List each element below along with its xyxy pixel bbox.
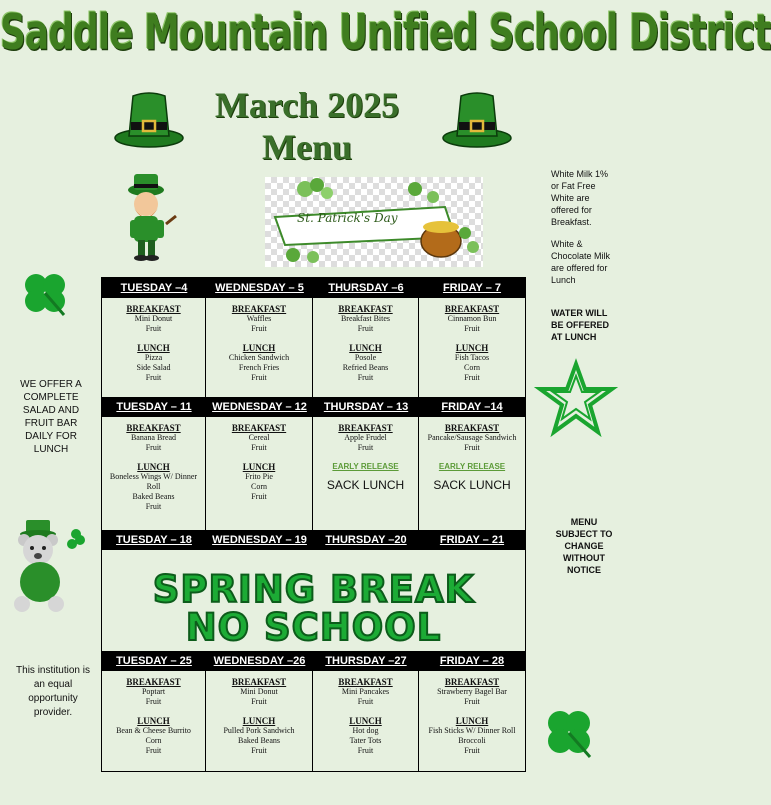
day-cell (419, 671, 525, 771)
menu-item: Side Salad (136, 363, 171, 372)
menu-item: Breakfast Bites (340, 314, 391, 323)
lunch-label: LUNCH (349, 343, 382, 353)
shamrock-icon (540, 703, 598, 761)
no-school-banner: NO SCHOOL (185, 606, 442, 649)
menu-item: Cinnamon Bun (447, 314, 497, 323)
day-header: TUESDAY – 25 (102, 651, 206, 671)
lunch-label: LUNCH (137, 462, 170, 472)
leprechaun-icon (112, 172, 182, 264)
breakfast-label: BREAKFAST (444, 677, 500, 687)
menu-item: Fruit (145, 746, 162, 755)
water-note: WATER WILL BE OFFERED AT LUNCH (551, 308, 610, 342)
menu-subject-note: MENU SUBJECT TO CHANGE WITHOUT NOTICE (555, 517, 613, 575)
menu-item: Hot dog (352, 726, 379, 735)
menu-item: Fruit (251, 443, 267, 452)
menu-item: Fruit (357, 443, 374, 452)
day-header: TUESDAY – 11 (102, 397, 206, 417)
day-header: WEDNESDAY – 19 (206, 530, 313, 550)
menu-item: Waffles (246, 314, 272, 323)
menu-item: Mini Pancakes (341, 687, 390, 696)
day-cell (206, 417, 313, 530)
breakfast-label: BREAKFAST (444, 423, 500, 433)
day-header: THURSDAY – 13 (313, 397, 419, 417)
menu-item: French Fries (238, 363, 280, 372)
menu-item: Fruit (464, 324, 480, 333)
breakfast-label: BREAKFAST (231, 423, 287, 433)
day-header: THURSDAY –20 (313, 530, 419, 550)
early-release-label: EARLY RELEASE (332, 462, 399, 471)
menu-item: Baked Beans (132, 492, 175, 501)
lunch-label: LUNCH (137, 716, 170, 726)
menu-item: Fruit (251, 746, 267, 755)
star-logo-icon (538, 360, 614, 436)
day-cell (313, 417, 419, 530)
breakfast-label: BREAKFAST (338, 423, 393, 433)
day-cell (102, 298, 206, 397)
breakfast-label: BREAKFAST (338, 304, 393, 314)
menu-item: Fruit (145, 697, 162, 706)
day-header: FRIDAY – 7 (419, 278, 525, 298)
day-header: TUESDAY –4 (102, 278, 206, 298)
teddy-bear-icon (10, 518, 86, 614)
day-header: FRIDAY – 28 (419, 651, 525, 671)
menu-item: Mini Donut (240, 687, 278, 696)
menu-item: Poptart (141, 687, 166, 696)
day-cell (206, 298, 313, 397)
lunch-label: LUNCH (455, 716, 489, 726)
menu-item: Corn (464, 363, 480, 372)
menu-item: Fruit (357, 697, 374, 706)
menu-item: Pulled Pork Sandwich (223, 726, 295, 735)
sack-lunch-label: SACK LUNCH (433, 478, 511, 492)
menu-item: Fruit (464, 697, 480, 706)
menu-item: Fruit (464, 373, 480, 382)
district-title: Saddle Mountain Unified School District (0, 6, 771, 62)
menu-item: Fruit (357, 324, 374, 333)
lunch-label: LUNCH (242, 716, 276, 726)
salad-bar-note: WE OFFER A COMPLETE SALAD AND FRUIT BAR DAILY FOR LUNCH (20, 379, 82, 455)
breakfast-label: BREAKFAST (126, 677, 181, 687)
day-header: WEDNESDAY –26 (206, 651, 313, 671)
menu-item: Mini Donut (134, 314, 173, 323)
st-patricks-day-banner (265, 177, 483, 267)
month-title: March 2025 (214, 85, 400, 125)
menu-item: Fish Tacos (454, 353, 490, 362)
menu-item: Pancake/Sausage Sandwich (427, 433, 517, 442)
menu-item: Fruit (145, 443, 162, 452)
menu-item: Strawberry Bagel Bar (437, 687, 507, 696)
breakfast-label: BREAKFAST (444, 304, 500, 314)
shamrock-icon (18, 265, 72, 319)
day-cell (102, 417, 206, 530)
menu-item: Pizza (144, 353, 163, 362)
menu-item: Fruit (251, 373, 267, 382)
day-cell (419, 417, 525, 530)
menu-item: Fruit (357, 373, 374, 382)
breakfast-label: BREAKFAST (126, 423, 181, 433)
menu-item: Fruit (145, 373, 162, 382)
day-cell (419, 298, 525, 397)
day-cell (102, 671, 206, 771)
day-cell (206, 671, 313, 771)
menu-item: Apple Frudel (344, 433, 387, 442)
lunch-label: LUNCH (242, 462, 276, 472)
menu-item: Frito Pie (245, 472, 273, 481)
menu-item: Banana Bread (130, 433, 177, 442)
lunch-label: LUNCH (242, 343, 276, 353)
breakfast-label: BREAKFAST (231, 677, 287, 687)
sack-lunch-label: SACK LUNCH (326, 478, 405, 492)
day-header: WEDNESDAY – 5 (206, 278, 313, 298)
day-header: FRIDAY –14 (419, 397, 525, 417)
menu-item: Fruit (251, 492, 267, 501)
banner-text: St. Patrick's Day (297, 211, 398, 225)
menu-item: Fruit (145, 324, 162, 333)
day-cell (313, 671, 419, 771)
day-header: THURSDAY –6 (313, 278, 419, 298)
menu-item: Posole (354, 353, 377, 362)
menu-item: Bean & Cheese Burrito (116, 726, 191, 735)
menu-item: Boneless Wings W/ Dinner (109, 472, 198, 481)
day-header: FRIDAY – 21 (419, 530, 525, 550)
lunch-label: LUNCH (137, 343, 170, 353)
menu-item: Fruit (145, 502, 162, 511)
menu-item: Tater Tots (349, 736, 382, 745)
menu-calendar (101, 277, 526, 772)
menu-item: Cereal (248, 433, 270, 442)
menu-item: Fish Sticks W/ Dinner Roll (428, 726, 516, 735)
breakfast-label: BREAKFAST (126, 304, 181, 314)
menu-item: Baked Beans (238, 736, 280, 745)
lunch-label: LUNCH (455, 343, 489, 353)
menu-item: Refried Beans (342, 363, 389, 372)
menu-item: Fruit (464, 746, 480, 755)
day-header: THURSDAY –27 (313, 651, 419, 671)
lunch-label: LUNCH (349, 716, 382, 726)
menu-item: Corn (251, 482, 267, 491)
menu-item: Corn (145, 736, 162, 745)
day-header: TUESDAY – 18 (102, 530, 206, 550)
day-header: WEDNESDAY – 12 (206, 397, 313, 417)
day-cell (313, 298, 419, 397)
milk-breakfast-note: White Milk 1% or Fat Free White are offered for Breakfast. (551, 169, 609, 227)
menu-item: Broccoli (458, 736, 486, 745)
menu-item: Fruit (251, 324, 267, 333)
menu-item: Fruit (251, 697, 267, 706)
menu-title: Menu (262, 127, 352, 167)
menu-item: Chicken Sandwich (228, 353, 290, 362)
menu-item: Fruit (357, 746, 374, 755)
menu-item: Roll (146, 482, 161, 491)
milk-lunch-note: White & Chocolate Milk are offered for Lunch (551, 239, 611, 285)
early-release-label: EARLY RELEASE (438, 462, 506, 471)
breakfast-label: BREAKFAST (231, 304, 287, 314)
equal-opportunity-note: This institution is an equal opportunity provider. (16, 665, 90, 718)
menu-item: Fruit (464, 443, 480, 452)
spring-break-banner: SPRING BREAK (152, 568, 475, 611)
breakfast-label: BREAKFAST (338, 677, 393, 687)
